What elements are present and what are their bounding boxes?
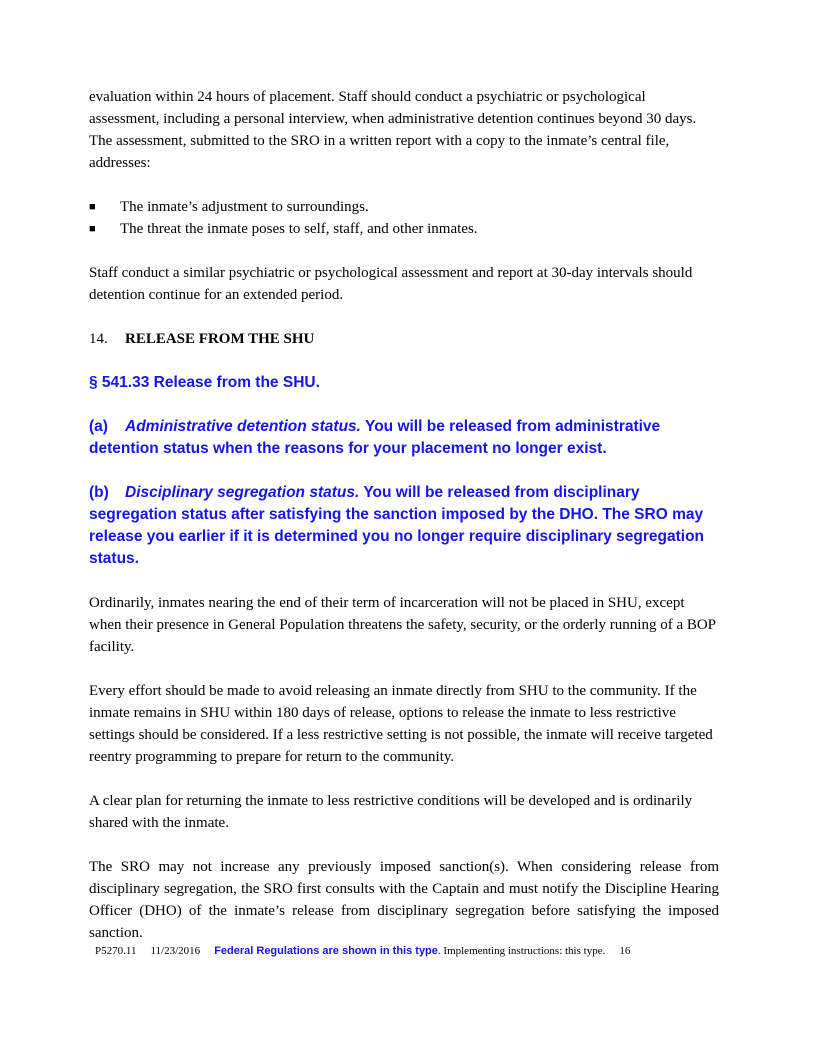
regulation-paragraph-a — [89, 416, 719, 460]
footer-implementing-note: . Implementing instructions: this type. — [437, 945, 606, 957]
paragraph-evaluation: evaluation within 24 hours of placement. Staff should conduct a psychiatric or psychological assessment, including a personal interview, when administrative detention continues beyond 30 days. The assessment, submitted to the SRO in a written report with a copy to the inmate’s central file, addresses: — [89, 89, 697, 171]
regulation-a-tag: (a) — [89, 418, 108, 435]
document-page — [89, 86, 719, 944]
regulation-a-title: Administrative detention status. — [125, 418, 361, 435]
regulation-a-text: You will be released from administrative detention status when the reasons for your placement no longer exist. — [89, 418, 661, 457]
paragraph-avoid-direct-release: Every effort should be made to avoid releasing an inmate directly from SHU to the community. If the inmate remains in SHU within 180 days of release, options to release the inmate to less restrictive settings should be considered. If a less restrictive setting is not possible, the inmate will receive targeted reentry programming to prepare for return to the community. — [89, 683, 713, 765]
section-title: RELEASE FROM THE SHU — [125, 331, 315, 347]
paragraph-sanctions: The SRO may not increase any previously imposed sanction(s). When considering release from disciplinary segregation, the SRO first consults with the Captain and must notify the Discipline Hearing Officer (DHO) of the inmate’s release from disciplinary segregation before satisfying the imposed sanction. — [89, 859, 719, 941]
list-item — [89, 218, 719, 240]
bullet-text: The inmate’s adjustment to surroundings. — [120, 199, 369, 215]
footer-doc-id: P5270.11 — [95, 945, 137, 957]
paragraph-clear-plan: A clear plan for returning the inmate to less restrictive conditions will be developed and is ordinarily shared with the inmate. — [89, 793, 693, 831]
regulation-b-tag: (b) — [89, 484, 109, 501]
footer-page-number: 16 — [619, 945, 631, 957]
bullet-list — [89, 196, 719, 240]
regulation-b-title: Disciplinary segregation status. — [125, 484, 360, 501]
regulation-b-text: You will be released from disciplinary segregation status after satisfying the sanction imposed by the DHO. The SRO may release you earlier if it is determined you no longer require disciplinary segregation status. — [89, 484, 705, 567]
footer-regulation-note: Federal Regulations are shown in this type — [214, 945, 438, 957]
regulation-paragraph-b — [89, 482, 719, 570]
paragraph-nearing-release: Ordinarily, inmates nearing the end of their term of incarceration will not be placed in SHU, except when their presence in General Population threatens the safety, security, or the orderly running of a BOP facility. — [89, 595, 716, 655]
section-heading — [89, 328, 719, 350]
bullet-text: The threat the inmate poses to self, staff, and other inmates. — [120, 221, 478, 237]
footer-date: 11/23/2016 — [150, 945, 201, 957]
list-item — [89, 196, 719, 218]
square-bullet-icon: ■ — [89, 201, 96, 213]
regulation-heading: § 541.33 Release from the SHU. — [89, 374, 320, 391]
page-footer — [95, 945, 630, 957]
paragraph-similar-assessment: Staff conduct a similar psychiatric or psychological assessment and report at 30-day intervals should detention continue for an extended period. — [89, 265, 693, 303]
section-number: 14. — [89, 331, 108, 347]
square-bullet-icon: ■ — [89, 223, 96, 235]
